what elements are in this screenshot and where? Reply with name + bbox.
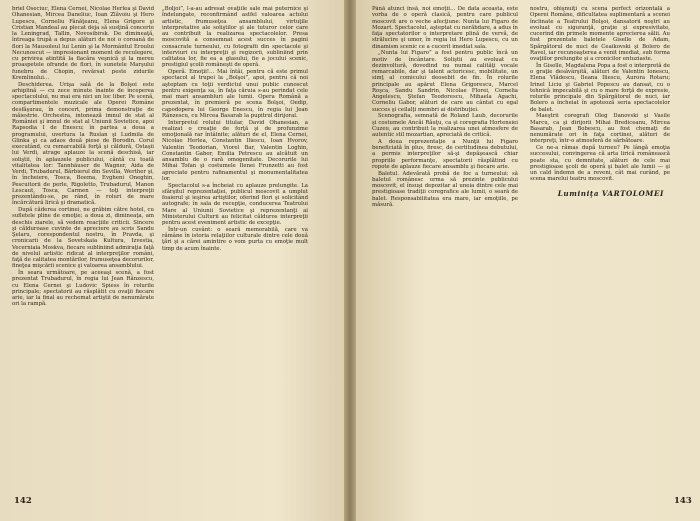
page-number: 142 [14,496,32,506]
author-signature [530,188,670,198]
paragraph: După căderea cortinei, ne grăbim către hotel, cu sufletele pline de emoţie; a doua zi, dimineaţa, am deschis ziarele, să vedem reacţiile criticii. Sincere şi călduroase cuvinte de apreciere au scris Sandu Şelaru, corespondentul nostru, în Pravda, şi cronicarii de la Sovetskaia Kultura, Izvestia, Vecerniaia Moskva, fiecare subliniind admiraţia faţă de nivelul artistic ridicat al interpreţilor români, faţă de calitatea montărilor, frumuseţea decorurilor, fineţea mişcării scenice şi valoarea ansamblului. [12,207,154,270]
right-page-column-1 [372,6,518,500]
paragraph: A doua reprezentaţie a Nunţii lui Figaro beneficiată în plus, firesc, de certitudinea debutului, a permis interpreţilor să-şi depăşească chiar propriile performanţe, spectatorii răsplătind cu ropote de aplauze fiecare ansamblu şi fiecare arie. [372,138,518,170]
left-page-column-1 [12,6,154,500]
author-first-name: Luminiţa [557,188,600,198]
paragraph: În Giselle, Magdalena Popa a fost o interpretă de o graţie desăvârşită, alături de Valentin Ionescu, Elena Vlădescu, Ileana Iliescu, Aurora Rotaru; Irinel Liciu şi Gabriel Popescu au dansat, cu o tehnică impecabilă şi cu o mare forţă de expresie, rolurile principale din Spărgătorul de nuci, iar Bolero a încheiat în apoteoză seria spectacolelor de balet. [530,62,670,113]
author-last-name: VARTOLOMEI [601,188,664,198]
left-page-column-2 [162,6,308,500]
book-gutter [344,0,356,521]
right-page-column-2 [530,6,670,500]
paragraph: Într-un cuvânt: o seară memorabilă, care va rămâne în istoria relaţiilor culturale dintre cele două ţări şi a cărei amintire o vom purta cu emoţie mult timp de acum înainte. [162,226,308,252]
paragraph: În seara următoare, pe aceeaşi scenă, a fost prezentat Trubadurul, în regia lui Jean Rânzescu, cu Elena Cernei şi Ludovic Spiess în rolurile principale; spectatorii au răsplătit cu ovaţii fiecare arie, iar la final au rechemat artiştii de nenumărate ori la rampă. [12,270,154,308]
paragraph: „Nunta lui Figaro” a fost pentru public încă un motiv de încântare. Soliştii au evoluat cu dezinvoltură, dovedind nu numai calităţi vocale remarcabile, dar şi talent actoricesc, mobilitate, un simţ al comicului deosebit de fin. În rolurile principale au apărut Elena Grigorescu, Marcel Roşca, Sandu Sandrin, Nicolae Florei, Cornelia Angelescu, Ştefan Teodorescu, Mihaela Agachi, Corneliu Gabor, alături de care au cântat cu egal succes şi ceilalţi membri ai distribuţiei. [372,50,518,113]
paragraph: Spectacolul s-a încheiat cu aplauze prelungite. La sfârşitul reprezentaţiei, publicul moscovit a umplut foaierul şi ieşirea artiştilor, oferind flori şi solicitând autografe; în sala de recepţie, conducerea Teatrului Mare al Uniunii Sovietice şi reprezentanţi ai Ministerului Culturii au felicitat călduros interpreţii pentru acest eveniment artistic de excepţie. [162,182,308,226]
paragraph: Scenografia, semnată de Roland Laub, decorurile şi costumele Ancăi Răuţu, ca şi coregrafia Hortensiei Cuzeu, au contribuit la realizarea unei atmosfere de autentic stil mozartian, apreciată de critică. [372,113,518,138]
paragraph: briel Oseciuc, Elena Cernei, Nicolae Herlea şi David Ohanesian, Mircea Daneliuc, Ioan Zlăvoiu şi Hero Lupescu, Corneliu Fânăţeanu, Elena Grigore şi Cristian Mandeal au plecat deja să susţină concerte la Leningrad, Tallin, Novosibirsk. De dimineaţă, întreaga trupă a depus alături de noi o coroană de flori la Mausoleul lui Lenin şi la Mormântul Eroului Necunoscut — impresionant moment de reculegere, cu privirea atintită la flacăra veşnică şi la mereu proaspetele ofrande de flori, în sunetele Marşului funebru de Chopin, revărsat peste zidurile Kremlinului… [12,6,154,81]
paragraph: „Boljoi”, l-a-au adresat ovaţiile sale mai puternice şi îndelungate, reconfirmând astfel valoarea actului artistic, frumuseţea ansamblului, virtuţile interpretative ale soliştilor şi ale tuturor celor care au contribuit la realizarea spectacolelor. Presa moscovită a consemnat acest succes în pagini consacrate turneului, cu fotografii din spectacole şi interviuri cu interpreţii şi regizorii, subliniind prin calitatea lor, fie ea a glasului, fie a jocului scenic, prestigiul şcolii româneşti de operă. [162,6,308,69]
paragraph: Interpretul rolului titular, David Ohanesian, a realizat o creaţie de forţă şi de profunzime emoţională rar întâlnite; alături de el, Elena Cernei, Nicolae Herlea, Constantin Iliescu, Ioan Hvorov, Valentin Teodorian, Viorel Bar, Valentin Loghin, Constantin Gabor, Emilia Petrescu au alcătuit un ansamblu de o rară omogenitate. Decorurile lui Mihai Tofan şi costumele Ilenei Frunzetti au fost apreciate pentru rafinamentul şi monumentalitatea lor. [162,119,308,182]
page-number: 143 [674,496,692,506]
paragraph: Operă. Emoţii!… Mai întâi, pentru că este primul spectacol al trupei la „Bolşoi”, apoi, pentru că noi aşteptam cu toţii verdictul unui public cunoscut pentru exigenţa sa, în faţa căruia s-au perindat cele mai mari ansambluri ale lumii. Opera Română a prezentat, în premieră pe scena Bolşoi, Oedip, capodopera lui George Enescu, în regia lui Jean Rânzescu, cu Mircea Basarab la pupitrul dirijoral. [162,69,308,119]
paragraph: Până atunci însă, noi emoţii… De data aceasta, este vorba de o operă clasică, pentru care publicul moscovit are o veche afecţiune: Nunta lui Figaro de Mozart. Spectacolul, aşteptat cu nerăbdare, a adus în faţa spectatorilor o interpretare plină de vervă, de strălucire şi umor, în regia lui Hero Lupescu, cu un dinamism scenic ce a cucerit imediat sala. [372,6,518,50]
paragraph: Deschiderea. Urişa sală de la Bolşoi este arhiplină — cu zece minute înainte de începerea spectacolului, nu mai era nici un loc liber. Pe scenă, compartimentele muzicale ale Operei Române desfăşurau, în concert, prima demonstraţie de măiestrie. Orchestra, intonează imnul de stat al României şi imnul de stat al Uniunii Sovietice, apoi Rapsodia I de Enescu; în partea a doua a programului, uvertura la Ruslan şi Ludmila de Glinka şi ca adaos două piese de Borodin. Corul executând, cu remarcabilă forţă şi căldură, Ostaşii lui Verdi, atrage aplauze la scenă deschisă, iar soliştii, în aplauzele publicului, cântă cu toată vitalitatea lor: Tannhäuser de Wagner, Aida de Verdi, Trubadurul, Bărbierul din Sevilla, Werther şi, în încheiere, Tosca, Boema, Evgheni Oneghin, Pescuitorii de perle, Rigoletto, Trubadurul, Manon Lescaut, Tosca, Carmen — toţi interpreţii prezentându-se, pe rând, în roluri de mare încărcătură lirică şi dramatică. [12,81,154,207]
paragraph: Baletul. Adevărată probă de foc a turneului: să baletul românesc urma să prezinte publicului moscovit, el însuşi depozitar al uneia dintre cele mai prestigioase tradiţii coregrafice ale lumii, o seară de balet. Responsabilitatea era mare, iar emoţiile, pe măsură. [372,170,518,208]
paragraph: nostru, obişnuiţi cu scena perfect orizontală a Operei Române, dificultatea suplimentară a scenei înclinate a Teatrului Bolşoi, dansatorii noştri au evoluat cu siguranţă, graţie şi expresivitate, cucerind din primele momente aprecierea sălii. Au fost prezentate baletele Giselle de Adam, Spărgătorul de nuci de Ceaikovski şi Bolero de Ravel, iar recunoaşterea a venit imediat, sub forma ovaţiilor prelungite şi a cronicilor entuziaste. [530,6,670,62]
paragraph: Ce ne-a rămas după turneu? Pe lângă emoţia succesului, convingerea că arta lirică românească poate sta, cu demnitate, alături de cele mai prestigioase şcoli de operă şi balet ale lumii — şi un cald îndemn de a reveni, cât mai curând, pe scena marelui teatru moscovit. [530,145,670,183]
right-page [356,0,700,521]
paragraph: Maeştrii coregrafi Oleg Danovski şi Vasile Marcu, ca şi dirijorii Mihai Brediceanu, Mircea Basarab, Jean Bobescu, au fost chemaţi de nenumărate ori în faţa cortinei, alături de interpreţi, într-o atmosferă de sărbătoare. [530,113,670,145]
left-page [0,0,344,521]
